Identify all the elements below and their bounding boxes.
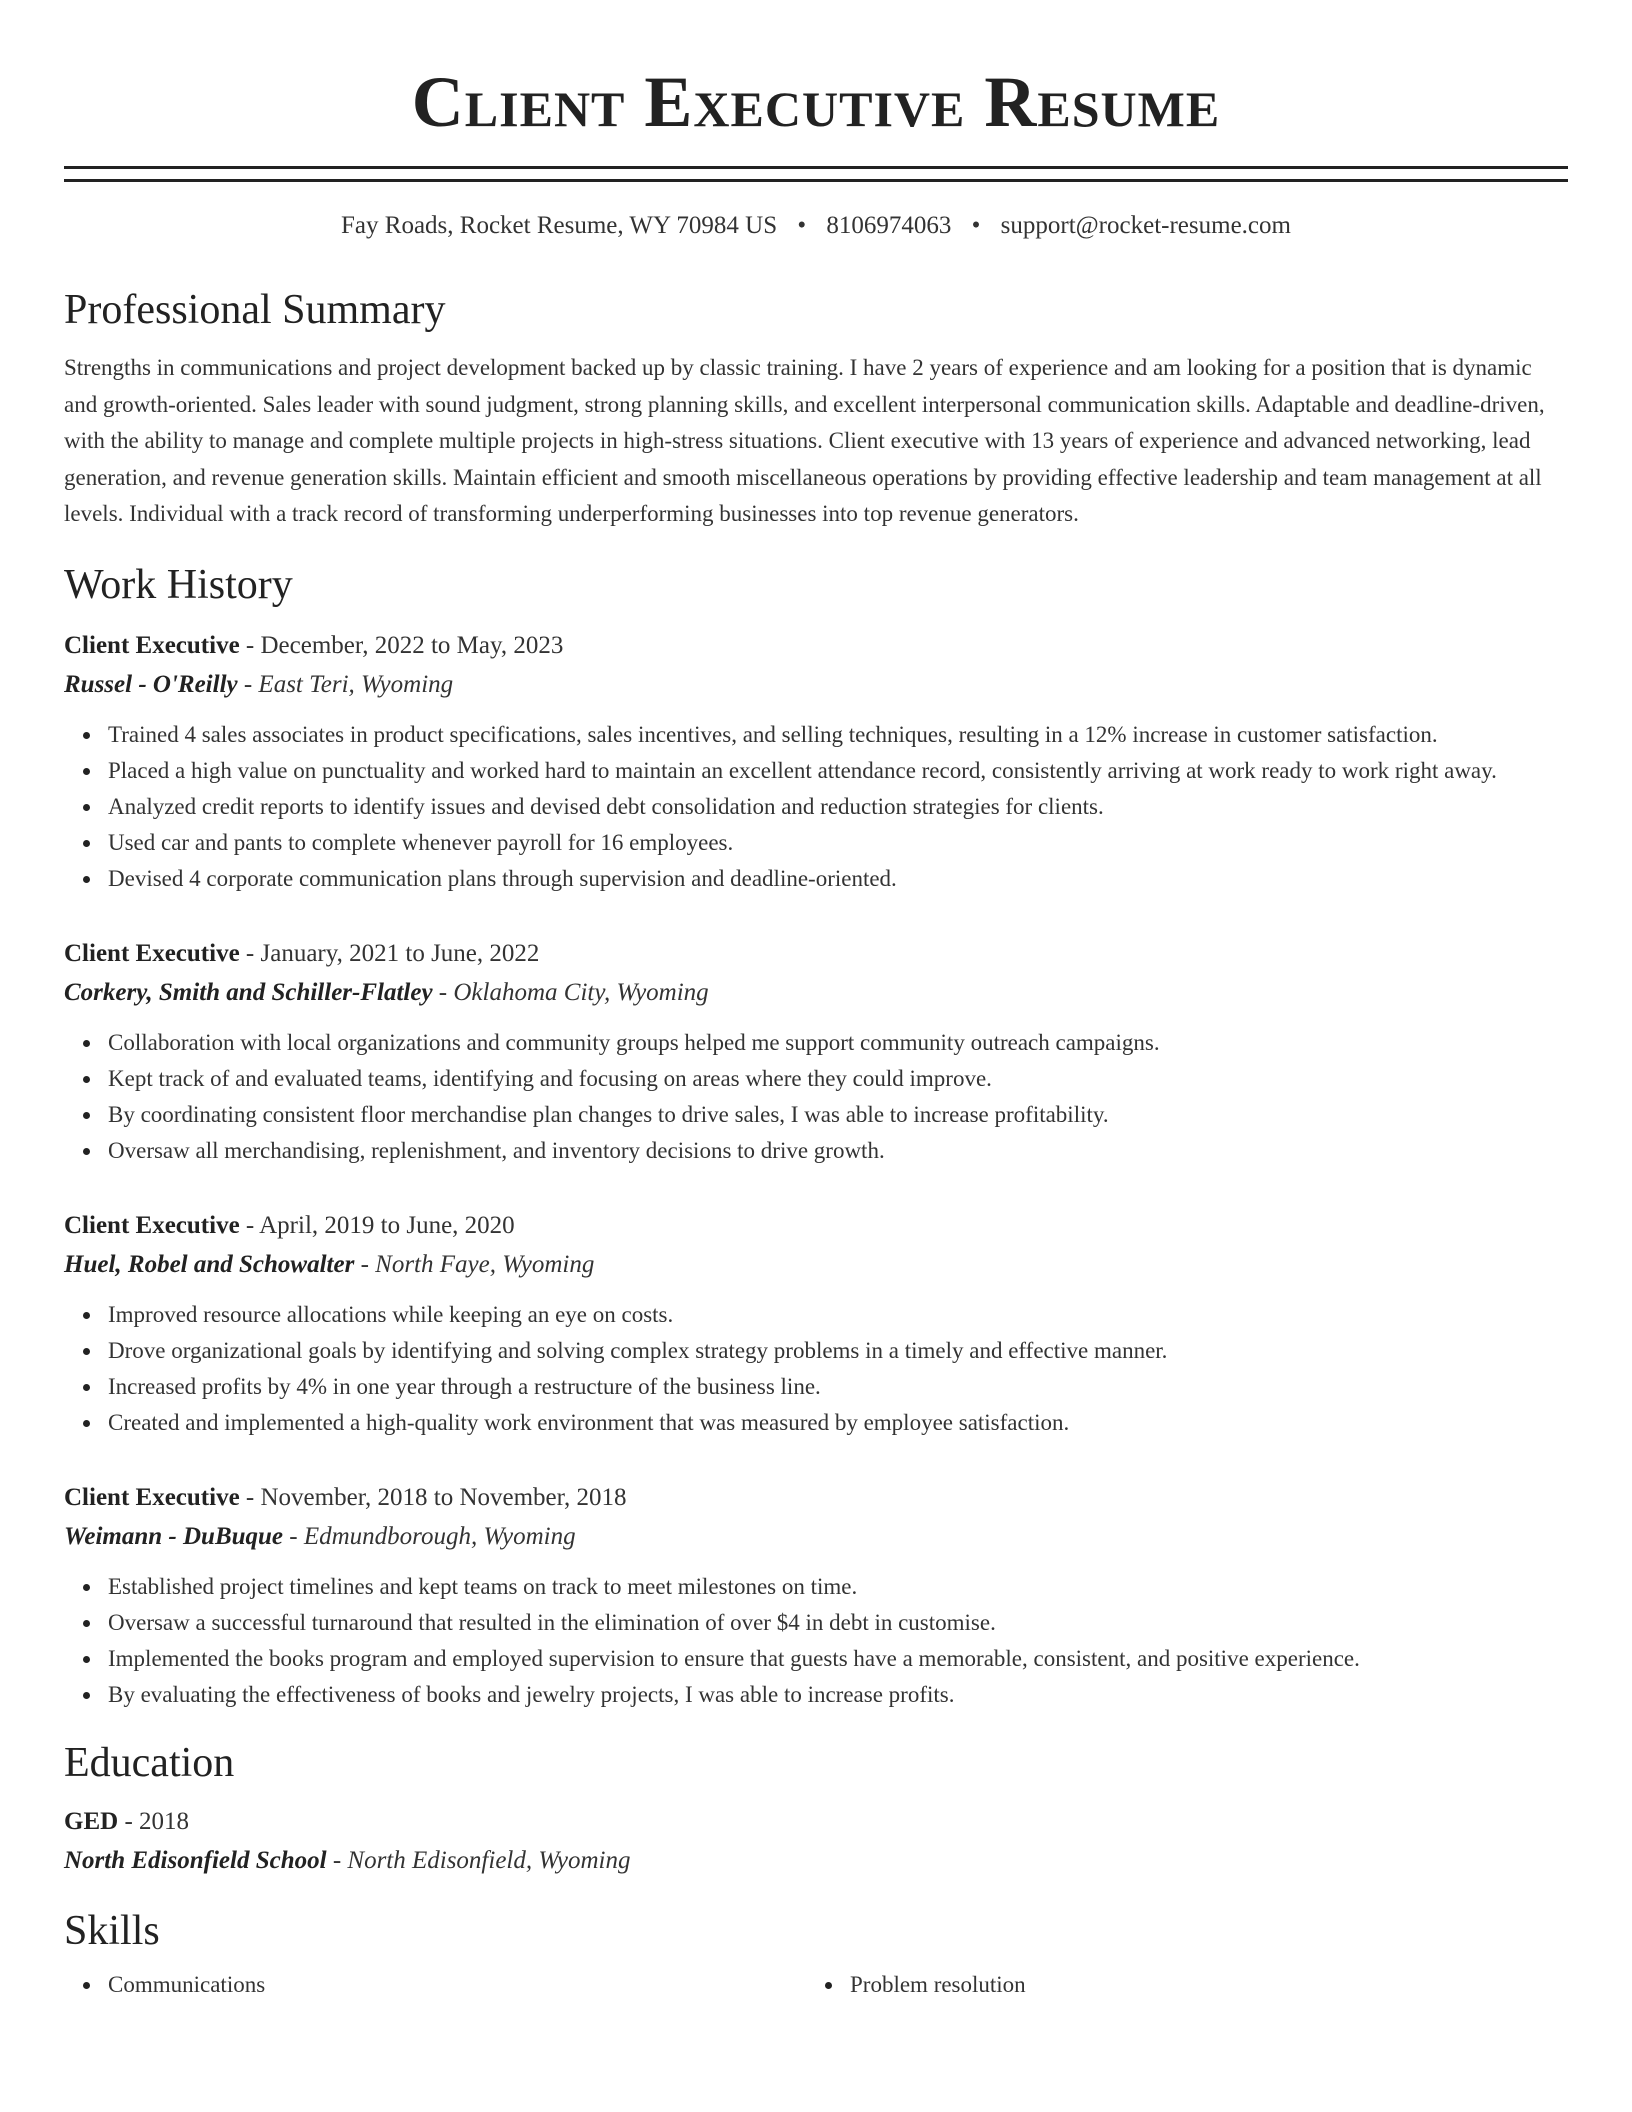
job-title: Client Executive (64, 1483, 240, 1511)
job-bullet: By evaluating the effectiveness of books and jewelry projects, I was able to increase profits. (108, 1677, 1568, 1713)
summary-heading: Professional Summary (64, 287, 446, 333)
company-location: - Edmundborough, Wyoming (289, 1522, 576, 1550)
education-heading: Education (64, 1739, 235, 1786)
company-name: Russel - O'Reilly (64, 670, 238, 698)
job-bullet: Created and implemented a high-quality work environment that was measured by employee satisfaction. (108, 1405, 1568, 1441)
job-bullet: Oversaw all merchandising, replenishment, and inventory decisions to drive growth. (108, 1133, 1568, 1169)
job-bullet: Increased profits by 4% in one year through a restructure of the business line. (108, 1369, 1568, 1405)
skill-item: Communications (108, 1967, 806, 2003)
job-bullet: By coordinating consistent floor merchandise plan changes to drive sales, I was able to increase profitability. (108, 1097, 1568, 1133)
job-dates: - April, 2019 to June, 2020 (245, 1211, 515, 1239)
skill-item: Problem resolution (850, 1967, 1548, 2003)
job-dates: - November, 2018 to November, 2018 (245, 1483, 627, 1511)
company-location: - East Teri, Wyoming (243, 670, 454, 698)
job-bullet: Placed a high value on punctuality and worked hard to maintain an excellent attendance record, consistently arriving at work ready to work right away. (108, 753, 1568, 789)
job-entry (64, 1479, 1568, 1713)
job-entry (64, 935, 1568, 1169)
company-name: Huel, Robel and Schowalter (64, 1250, 355, 1278)
company-name: Weimann - DuBuque (64, 1522, 284, 1550)
contact-line (64, 208, 1568, 244)
contact-separator: • (797, 212, 807, 239)
summary-text: Strengths in communications and project development backed up by classic training. I have 2 years of experience and am looking for a position that is dynamic and growth-oriented. Sales leader with sound judgment, strong planning skills, and excellent interpersonal communication skills. Adaptable and deadline-driven, with the ability to manage and complete multiple projects in high-stress situations. Client executive with 13 years of experience and advanced networking, lead generation, and revenue generation skills. Maintain efficient and smooth miscellaneous operations by providing effective leadership and team management at all levels. Individual with a track record of transforming underperforming businesses into top revenue generators. (64, 355, 1545, 526)
contact-address: Fay Roads, Rocket Resume, WY 70984 US (341, 212, 778, 239)
job-dates: - January, 2021 to June, 2022 (245, 939, 540, 967)
job-title-line (64, 935, 1568, 973)
company-location: - Oklahoma City, Wyoming (438, 978, 709, 1006)
job-bullet: Kept track of and evaluated teams, identifying and focusing on areas where they could improve. (108, 1061, 1568, 1097)
job-bullet: Collaboration with local organizations and community groups helped me support community outreach campaigns. (108, 1025, 1568, 1061)
resume-page (64, 0, 1568, 2003)
job-bullet: Drove organizational goals by identifying and solving complex strategy problems in a timely and effective manner. (108, 1333, 1568, 1369)
job-title: Client Executive (64, 631, 240, 659)
job-bullet: Analyzed credit reports to identify issues and devised debt consolidation and reduction strategies for clients. (108, 789, 1568, 825)
contact-separator: • (971, 212, 981, 239)
job-bullet: Devised 4 corporate communication plans through supervision and deadline-oriented. (108, 861, 1568, 897)
degree-year: - 2018 (124, 1807, 190, 1835)
job-bullet: Trained 4 sales associates in product specifications, sales incentives, and selling techniques, resulting in a 12% increase in customer satisfaction. (108, 717, 1568, 753)
skills-column-left (64, 1967, 806, 2003)
title-divider (64, 166, 1568, 182)
resume-title: Client Executive Resume (411, 62, 1221, 142)
company-line (64, 665, 1568, 705)
job-bullets (64, 1025, 1568, 1169)
school-name: North Edisonfield School (64, 1846, 327, 1874)
contact-email: support@rocket-resume.com (1000, 212, 1291, 239)
school-line (64, 1841, 1568, 1881)
job-bullet: Implemented the books program and employed supervision to ensure that guests have a memorable, consistent, and positive experience. (108, 1641, 1568, 1677)
job-title-line (64, 1479, 1568, 1517)
job-bullet: Established project timelines and kept teams on track to meet milestones on time. (108, 1569, 1568, 1605)
job-bullets (64, 1569, 1568, 1713)
company-location: - North Faye, Wyoming (360, 1250, 595, 1278)
company-name: Corkery, Smith and Schiller-Flatley (64, 978, 433, 1006)
skills-column-right (806, 1967, 1548, 2003)
job-title: Client Executive (64, 939, 240, 967)
education-entry (64, 1803, 1568, 1881)
skills-list (64, 1967, 1568, 2003)
school-location: - North Edisonfield, Wyoming (332, 1846, 631, 1874)
job-bullet: Oversaw a successful turnaround that resulted in the elimination of over $4 in debt in customise. (108, 1605, 1568, 1641)
degree-line (64, 1803, 1568, 1841)
job-title-line (64, 1207, 1568, 1245)
contact-phone: 8106974063 (826, 212, 952, 239)
degree-name: GED (64, 1807, 119, 1835)
skills-heading: Skills (64, 1907, 160, 1954)
job-title: Client Executive (64, 1211, 240, 1239)
company-line (64, 973, 1568, 1013)
job-bullet: Improved resource allocations while keeping an eye on costs. (108, 1297, 1568, 1333)
job-bullet: Used car and pants to complete whenever payroll for 16 employees. (108, 825, 1568, 861)
job-bullets (64, 1297, 1568, 1441)
job-bullets (64, 717, 1568, 897)
company-line (64, 1517, 1568, 1557)
job-title-line (64, 627, 1568, 665)
job-entry (64, 627, 1568, 897)
job-dates: - December, 2022 to May, 2023 (245, 631, 564, 659)
work-history-heading: Work History (64, 561, 293, 608)
company-line (64, 1245, 1568, 1285)
job-entry (64, 1207, 1568, 1441)
